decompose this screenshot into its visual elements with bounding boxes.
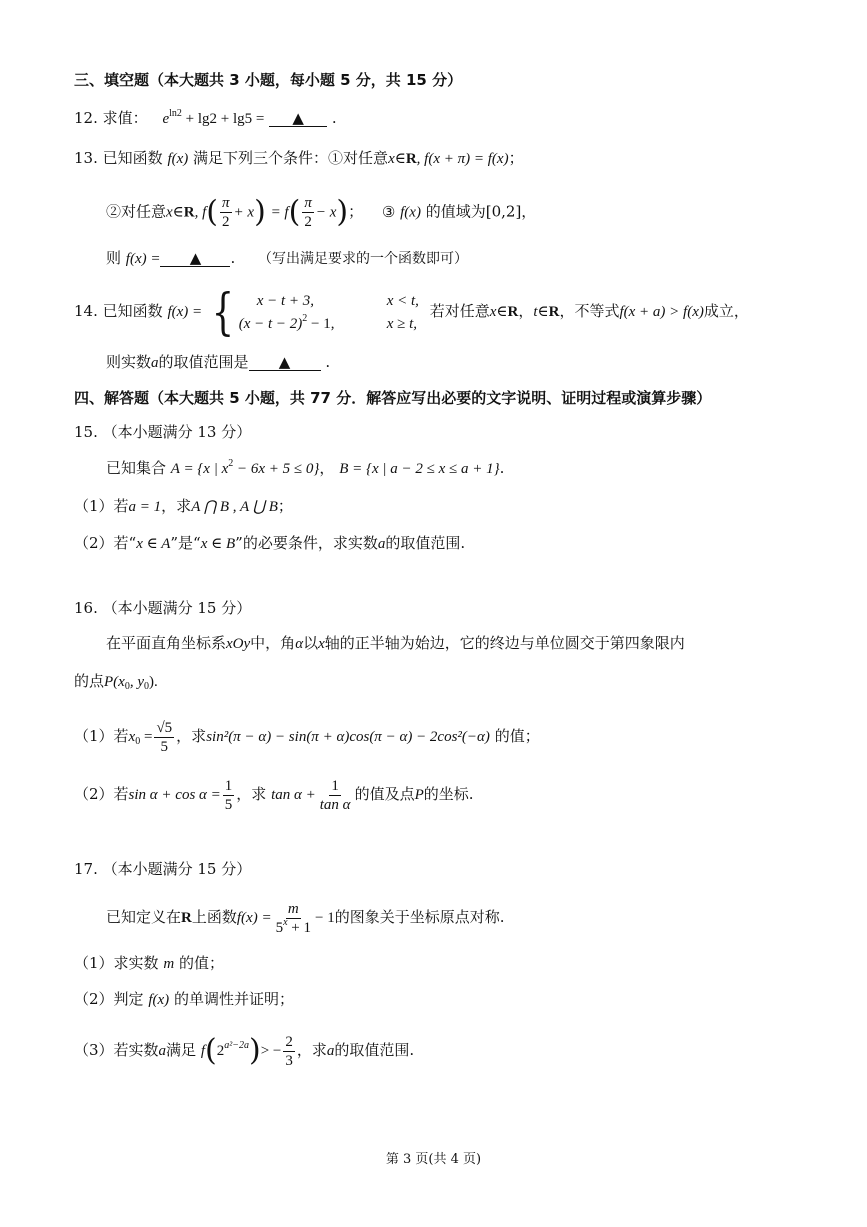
text: 已知函数 xyxy=(102,302,163,320)
question-15-part-2 xyxy=(74,533,465,554)
question-number: 12. xyxy=(74,109,98,127)
denominator: 3 xyxy=(285,1052,293,1069)
text: ). xyxy=(149,674,158,690)
greater-than-minus: > − xyxy=(260,1043,282,1059)
function-f: , f xyxy=(194,204,207,221)
section-4-title: 四、解答题（本大题共 5 小题，共 77 分．解答应写出必要的文字说明、证明过程或演算步骤） xyxy=(74,389,712,407)
right-paren: ) xyxy=(254,194,266,230)
question-17-part-2 xyxy=(74,989,294,1010)
part-label: （2）判定 xyxy=(74,990,144,1008)
fraction-m-over-5x-plus-1 xyxy=(274,900,313,937)
left-brace: { xyxy=(211,283,234,341)
question-number: 13. xyxy=(74,149,98,167)
fraction-1-over-tan xyxy=(318,777,353,814)
case-2-rest: − 1, xyxy=(307,316,335,332)
inequality: f(x + a) > f(x) xyxy=(619,304,704,320)
x-in-a: x ∈ A xyxy=(136,536,171,552)
text: 成立， xyxy=(703,302,749,320)
text: ， xyxy=(518,302,534,320)
plus-x: + x xyxy=(233,204,255,221)
trig-expression: sin²(π − α) − sin(π + α)cos(π − α) − 2cos²(−α) xyxy=(206,729,490,745)
part-label: （3）若实数 xyxy=(74,1041,159,1059)
point-p: P xyxy=(414,787,424,803)
denominator: 2 xyxy=(222,214,230,230)
question-number: 14. xyxy=(74,302,98,320)
part-label: （1）若 xyxy=(74,497,129,515)
question-16-part-1 xyxy=(74,716,540,757)
set-a-rest: − 6x + 5 ≤ 0} xyxy=(233,461,320,477)
question-13-line-3 xyxy=(106,248,468,269)
text: ； xyxy=(508,149,524,167)
question-17-part-1 xyxy=(74,953,224,974)
point-p: P(x xyxy=(104,674,125,690)
minus-one: − 1 xyxy=(314,910,335,926)
case-2-expr: (x − t − 2) xyxy=(238,316,303,332)
text: ，求 xyxy=(161,497,192,515)
function-fx: f(x) = xyxy=(167,304,203,320)
set-a-exponent: 2 xyxy=(228,458,234,469)
part-label: （1）求实数 xyxy=(74,954,159,972)
text: 的坐标. xyxy=(423,785,474,803)
text: 的值； xyxy=(178,954,224,972)
denominator-rest: + 1 xyxy=(287,919,311,936)
equals-f: = f xyxy=(270,204,289,221)
question-16-header: 16. （本小题满分 15 分） xyxy=(74,599,252,617)
denominator: 5 xyxy=(224,796,233,813)
answer-blank: ▲ xyxy=(249,354,321,371)
reals-symbol: R xyxy=(548,304,560,320)
condition-x: x∈ xyxy=(489,304,508,320)
axis-x: x xyxy=(318,636,325,652)
var-x: x xyxy=(128,729,136,745)
text: ②对任意 xyxy=(106,202,167,221)
denominator-base: 5 xyxy=(275,919,284,936)
end-dot: . xyxy=(499,459,505,477)
fraction-2-over-3 xyxy=(283,1033,295,1070)
text: 的值域为[0,2]， xyxy=(425,202,537,221)
numerator: 1 xyxy=(224,777,233,794)
text: 中，角 xyxy=(250,634,296,652)
question-12 xyxy=(74,108,337,129)
question-14-line-1 xyxy=(74,283,749,341)
question-17-header: 17. （本小题满分 15 分） xyxy=(74,860,252,878)
subscript: 0 xyxy=(135,736,141,747)
question-17-part-3 xyxy=(74,1030,414,1071)
denominator-exponent: x xyxy=(283,916,288,928)
function-fx: f(x) xyxy=(148,992,170,1008)
text: 的点 xyxy=(74,672,105,690)
text: ，不等式 xyxy=(559,302,620,320)
question-13-line-1 xyxy=(74,148,524,169)
denominator: 2 xyxy=(304,214,312,230)
text: ，求 xyxy=(236,785,267,803)
angle-alpha: α xyxy=(295,636,304,652)
numerator: √5 xyxy=(156,719,173,736)
fraction-pi-over-2 xyxy=(302,194,314,231)
answer-blank: ▲ xyxy=(160,250,230,267)
text: 已知定义在 xyxy=(106,908,182,926)
right-paren: ) xyxy=(336,194,349,230)
text: ， xyxy=(319,459,335,477)
power-exponent: a²−2a xyxy=(224,1040,249,1051)
reals-symbol: R xyxy=(183,204,195,221)
numerator: m xyxy=(287,900,299,917)
piecewise-cases xyxy=(239,289,419,335)
case-1 xyxy=(239,289,419,312)
set-operations: A ⋂ B , A ⋃ B xyxy=(191,499,278,515)
end-dot: . xyxy=(230,249,236,267)
subscript: 0 xyxy=(144,681,150,692)
function-fx: f(x) xyxy=(400,204,421,221)
question-15-given xyxy=(106,458,504,479)
function-fx: f(x) xyxy=(167,151,189,167)
tan-expression: tan α + xyxy=(271,787,316,803)
part-label: （2）若“ xyxy=(74,534,137,552)
periodicity-equation: , f(x + π) = f(x) xyxy=(416,151,509,167)
text: 的单调性并证明； xyxy=(173,990,294,1008)
question-15-header: 15. （本小题满分 13 分） xyxy=(74,423,252,441)
subscript: 0 xyxy=(124,681,130,692)
text: 的值及点 xyxy=(354,785,415,803)
text: ”的必要条件，求实数 xyxy=(235,534,378,552)
trig-sum: sin α + cos α = xyxy=(128,787,221,803)
numerator: π xyxy=(222,195,230,211)
question-13-line-2 xyxy=(106,194,536,231)
part-label: （2）若 xyxy=(74,785,129,803)
text: 则实数 xyxy=(106,353,152,371)
numerator: π xyxy=(304,195,312,211)
text: 满足 xyxy=(166,1041,197,1059)
text: 若对任意 xyxy=(429,302,490,320)
section-3-title: 三、填空题（本大题共 3 小题，每小题 5 分，共 15 分） xyxy=(74,71,463,89)
var-m: m xyxy=(163,956,175,972)
function-f: f xyxy=(200,1043,206,1059)
condition-3-marker: ③ xyxy=(381,202,396,221)
text: ，求 xyxy=(176,727,207,745)
case-2-exponent: 2 xyxy=(302,313,308,324)
text: 在平面直角坐标系 xyxy=(106,634,227,652)
var-a: a xyxy=(151,355,159,371)
reals-symbol: R xyxy=(405,151,417,167)
denominator: 5 xyxy=(160,738,169,755)
denominator: tan α xyxy=(319,796,351,813)
case-2-cond: x ≥ t, xyxy=(386,316,418,332)
end-dot: . xyxy=(325,353,331,371)
function-fx: f(x) = xyxy=(125,251,161,267)
condition-x: x∈ xyxy=(388,151,406,167)
part-label: （1）若 xyxy=(74,727,129,745)
left-paren: ( xyxy=(288,194,301,230)
function-fx: f(x) = xyxy=(236,910,272,926)
question-16-intro-1 xyxy=(106,633,685,654)
left-paren: ( xyxy=(205,1033,217,1068)
numerator: 2 xyxy=(285,1033,293,1050)
text: 的取值范围是 xyxy=(158,353,249,371)
set-a-part: A = {x | x xyxy=(170,461,229,477)
text: 已知集合 xyxy=(106,459,167,477)
case-1-cond: x < t, xyxy=(386,293,419,309)
text: ，求 xyxy=(296,1041,327,1059)
minus-x: − x xyxy=(315,204,337,221)
text: 已知函数 xyxy=(102,149,163,167)
condition-t: t∈ xyxy=(533,304,549,320)
question-15-part-1 xyxy=(74,496,293,517)
set-b: B = {x | a − 2 ≤ x ≤ a + 1} xyxy=(339,461,500,477)
end-dot: . xyxy=(331,109,337,127)
case-2 xyxy=(239,312,419,335)
condition-a: a = 1 xyxy=(128,499,162,515)
condition-x: x∈ xyxy=(166,204,184,221)
coord-system: xOy xyxy=(226,636,251,652)
case-1-expr: x − t + 3, xyxy=(256,293,315,309)
text: 的取值范围. xyxy=(334,1041,415,1059)
var-a: a xyxy=(377,536,386,552)
question-prefix: 求值： xyxy=(102,109,148,127)
expr-exponent: ln2 xyxy=(169,108,182,119)
question-14-line-2 xyxy=(106,352,330,373)
numerator: 1 xyxy=(331,777,339,794)
text: 的图象关于坐标原点对称. xyxy=(334,908,505,926)
hint-note: （写出满足要求的一个函数即可） xyxy=(258,251,469,267)
text: 上函数 xyxy=(191,908,237,926)
fraction-pi-over-2 xyxy=(220,194,232,231)
equals: = xyxy=(140,729,153,745)
text: 的值； xyxy=(494,727,540,745)
page-footer: 第 3 页(共 4 页) xyxy=(385,1152,482,1167)
question-16-part-2 xyxy=(74,774,474,815)
question-16-intro-2 xyxy=(74,671,158,692)
text: 满足下列三个条件：①对任意 xyxy=(193,149,389,167)
expr-e: e xyxy=(162,111,170,127)
question-17-given xyxy=(106,897,504,938)
left-paren: ( xyxy=(206,194,219,230)
answer-blank: ▲ xyxy=(269,110,327,127)
power-base: 2 xyxy=(216,1043,225,1059)
fraction-1-over-5 xyxy=(223,777,235,814)
text: 以 xyxy=(303,634,319,652)
text: ”是“ xyxy=(170,534,201,552)
var-a: a xyxy=(158,1043,167,1059)
expr-rest: + lg2 + lg5 = xyxy=(181,111,265,127)
point-p: , y xyxy=(129,674,145,690)
text: 轴的正半轴为始边，它的终边与单位圆交于第四象限内 xyxy=(324,634,685,652)
text: ； xyxy=(348,202,364,221)
right-paren: ) xyxy=(248,1033,261,1068)
fraction-sqrt5-over-5 xyxy=(154,719,174,756)
var-a: a xyxy=(326,1043,335,1059)
reals-symbol: R xyxy=(507,304,519,320)
x-in-b: x ∈ B xyxy=(200,536,236,552)
text: ； xyxy=(277,497,293,515)
text: 的取值范围. xyxy=(385,534,466,552)
reals-symbol: R xyxy=(181,910,192,926)
text: 则 xyxy=(106,249,122,267)
